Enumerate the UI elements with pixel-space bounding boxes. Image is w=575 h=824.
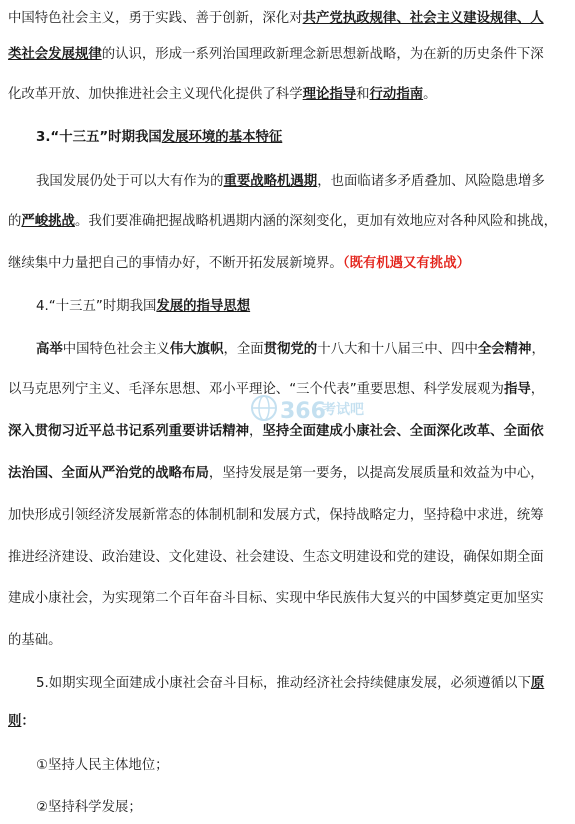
emphasis-text: 全会精神 xyxy=(477,342,532,357)
text-run: 以马克思列宁主义、毛泽东思想、邓小平理论、“三个代表”重要思想、科学发展观为 xyxy=(8,382,504,397)
paragraph-line xyxy=(8,380,568,400)
emphasis-text: 行动指南 xyxy=(369,87,424,102)
emphasis-text: 法治国、全面从严治党的战略布局 xyxy=(8,466,209,481)
section-heading xyxy=(36,297,575,317)
paragraph-line xyxy=(8,506,568,526)
emphasis-text: 共产党执政规律、社会主义建设规律、人 xyxy=(302,11,544,26)
watermark-brand: 考试吧 xyxy=(322,402,364,418)
text-run: 推进经济建设、政治建设、文化建设、社会建设、生态文明建设和党的建设，确保如期全面 xyxy=(8,550,544,565)
text-run: 建成小康社会，为实现第二个百年奋斗目标、实现中华民族伟大复兴的中国梦奠定更加坚实 xyxy=(8,591,544,606)
heading-emphasis: 发展的指导思想 xyxy=(156,299,251,314)
text-run: ，也面临诸多矛盾叠加、风险隐患增多 xyxy=(317,174,545,189)
text-run: 中国特色社会主义 xyxy=(62,342,170,357)
watermark-number: 366 xyxy=(280,399,326,424)
text-run: 。我们要准确把握战略机遇期内涵的深刻变化，更加有效地应对各种风险和挑战， xyxy=(74,214,558,229)
text-run: 加快形成引领经济发展新常态的体制机制和发展方式，保持战略定力，坚持稳中求进，统筹 xyxy=(8,508,544,523)
list-item-text: ②坚持科学发展； xyxy=(36,800,142,815)
text-run: 和 xyxy=(356,87,370,102)
text-run: 继续集中力量把自己的事情办好，不断开拓发展新境界。 xyxy=(8,256,343,271)
emphasis-text: 伟大旗帜 xyxy=(169,342,224,357)
paragraph-line xyxy=(36,340,575,360)
paragraph-line xyxy=(8,45,568,65)
text-run: 的 xyxy=(8,214,22,229)
paragraph-line xyxy=(8,9,568,29)
list-item-text: ①坚持人民主体地位； xyxy=(36,758,169,773)
text-run: ， xyxy=(249,424,263,439)
text-run: 的认识，形成一系列治国理政新理念新思想新战略，为在新的历史条件下深 xyxy=(101,47,544,62)
emphasis-text: 重要战略机遇期 xyxy=(223,174,318,189)
paragraph-line xyxy=(8,464,568,484)
heading-text: 3.“十三五”时期我国 xyxy=(36,130,162,145)
paragraph-line xyxy=(8,422,568,442)
paragraph-line xyxy=(36,172,575,192)
text-run: 我国发展仍处于可以大有作为的 xyxy=(36,174,224,189)
paragraph-line xyxy=(8,589,568,609)
emphasis-text: 指导 xyxy=(503,382,531,397)
paragraph-line xyxy=(8,212,568,232)
text-run: 十八大和十八届三中、四中 xyxy=(317,342,478,357)
text-run: 中国特色社会主义，勇于实践、善于创新，深化对 xyxy=(8,11,303,26)
emphasis-text: 原 xyxy=(530,676,545,691)
text-run: 5.如期实现全面建成小康社会奋斗目标，推动经济社会持续健康发展，必须遵循以下 xyxy=(36,676,531,691)
heading-emphasis: 发展环境的基本特征 xyxy=(161,130,283,145)
paragraph-line xyxy=(8,254,568,274)
text-run: ， xyxy=(530,382,545,397)
paragraph-line xyxy=(8,85,568,105)
red-note: （既有机遇又有挑战） xyxy=(342,256,470,271)
list-item xyxy=(36,756,575,776)
paragraph-line xyxy=(8,548,568,568)
heading-text: 4.“十三五”时期我国 xyxy=(36,299,157,314)
paragraph-line xyxy=(8,712,568,732)
text-run: ， xyxy=(531,342,545,357)
text-run: 。 xyxy=(423,87,437,102)
emphasis-text: 深入贯彻习近平总书记系列重要讲话精神 xyxy=(8,424,250,439)
emphasis-text: 坚持全面建成小康社会、全面深化改革、全面依 xyxy=(262,424,544,439)
paragraph-line xyxy=(8,631,568,651)
paragraph-line xyxy=(36,674,575,694)
emphasis-text: 类社会发展规律 xyxy=(8,47,102,62)
text-run: ，全面 xyxy=(223,342,264,357)
text-run: 化改革开放、加快推进社会主义现代化提供了科学 xyxy=(8,87,303,102)
emphasis-text: 严峻挑战 xyxy=(21,214,75,229)
text-run: 的基础。 xyxy=(8,633,62,648)
text-run: ： xyxy=(21,714,35,729)
emphasis-text: 则 xyxy=(8,714,22,729)
text-run: ，坚持发展是第一要务，以提高发展质量和效益为中心， xyxy=(208,466,544,481)
list-item xyxy=(36,798,575,818)
emphasis-text: 贯彻党的 xyxy=(263,342,318,357)
emphasis-text: 理论指导 xyxy=(302,87,357,102)
section-heading xyxy=(36,128,575,148)
emphasis-text: 高举 xyxy=(36,342,63,357)
